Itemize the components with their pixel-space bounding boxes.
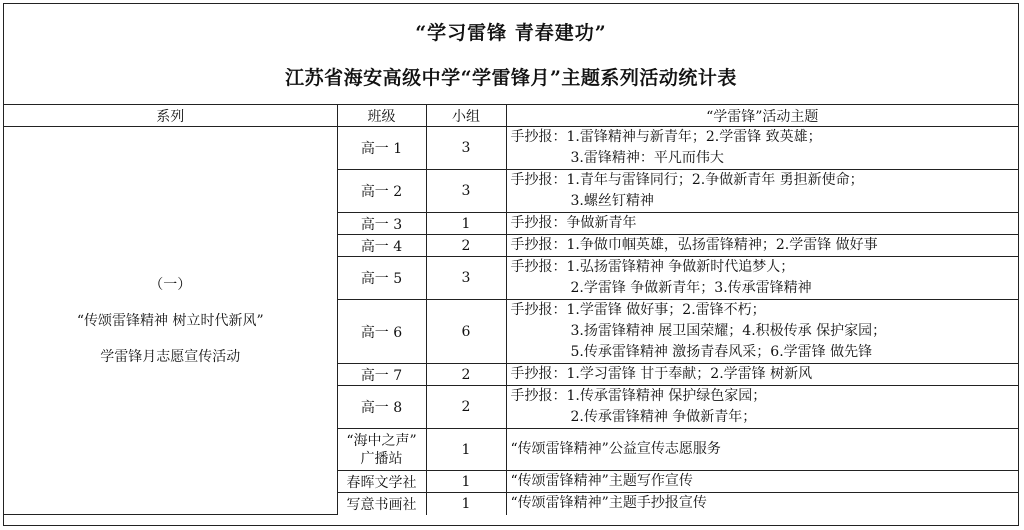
theme-line: “传颂雷锋精神”主题写作宣传 (510, 473, 693, 489)
theme-cell (506, 364, 1018, 386)
class-cell: 高一 2 (337, 170, 426, 213)
theme-line: 手抄报：1.学雷锋 做好事；2.雷锋不朽； (510, 302, 766, 318)
theme-cell (506, 235, 1018, 257)
theme-line: 3.雷锋精神：平凡而伟大 (570, 150, 724, 166)
class-cell: 高一 5 (337, 257, 426, 300)
group-cell: 3 (426, 257, 506, 300)
theme-cell (506, 471, 1018, 493)
class-cell: 春晖文学社 (337, 471, 426, 493)
title-block (4, 4, 1018, 105)
class-cell (337, 429, 426, 471)
theme-line: 手抄报：1.弘扬雷锋精神 争做新时代追梦人； (510, 259, 795, 275)
theme-line: 2.学雷锋 争做新青年；3.传承雷锋精神 (570, 280, 812, 296)
group-cell: 1 (426, 471, 506, 493)
theme-line: 手抄报：1.青年与雷锋同行；2.争做新青年 勇担新使命； (510, 172, 864, 188)
header-theme: “学雷锋”活动主题 (506, 105, 1018, 127)
group-cell: 1 (426, 429, 506, 471)
group-cell: 3 (426, 127, 506, 170)
theme-line: 2.传承雷锋精神 争做新青年； (570, 409, 757, 425)
theme-line: 3.螺丝钉精神 (570, 193, 654, 209)
theme-cell (506, 493, 1018, 515)
theme-cell (506, 257, 1018, 300)
header-row (4, 105, 1018, 127)
theme-line: 手抄报：1.传承雷锋精神 保护绿色家园； (510, 388, 767, 404)
table-title: 江苏省海安高级中学“学雷锋月”主题系列活动统计表 (285, 67, 737, 89)
header-group: 小组 (426, 105, 506, 127)
theme-line: “传颂雷锋精神”公益宣传志愿服务 (510, 441, 721, 457)
header-class: 班级 (337, 105, 426, 127)
class-cell: 高一 7 (337, 364, 426, 386)
theme-cell (506, 213, 1018, 235)
statistics-table (4, 105, 1018, 515)
theme-cell (506, 429, 1018, 471)
group-cell: 6 (426, 300, 506, 364)
theme-line: 3.扬雷锋精神 展卫国荣耀；4.积极传承 保护家园； (570, 323, 887, 339)
group-cell: 2 (426, 386, 506, 429)
theme-line: 手抄报：1.争做巾帼英雄，弘扬雷锋精神；2.学雷锋 做好事 (510, 237, 878, 253)
theme-cell (506, 300, 1018, 364)
table-row (4, 127, 1018, 170)
theme-line: 手抄报：1.学习雷锋 甘于奉献；2.学雷锋 树新风 (510, 366, 813, 382)
group-cell: 2 (426, 235, 506, 257)
theme-line: 手抄报：争做新青年 (510, 215, 637, 231)
class-line: 广播站 (360, 450, 403, 467)
theme-line: 手抄报：1.雷锋精神与新青年；2.学雷锋 致英雄； (510, 129, 822, 145)
class-cell: 高一 8 (337, 386, 426, 429)
header-series: 系列 (4, 105, 337, 127)
group-cell: 3 (426, 170, 506, 213)
class-cell: 高一 1 (337, 127, 426, 170)
group-cell: 1 (426, 213, 506, 235)
class-line: “海中之声” (346, 432, 417, 449)
theme-cell (506, 386, 1018, 429)
theme-cell (506, 170, 1018, 213)
theme-line: “传颂雷锋精神”主题手抄报宣传 (510, 495, 707, 512)
group-cell: 2 (426, 364, 506, 386)
theme-cell (506, 127, 1018, 170)
class-cell: 高一 4 (337, 235, 426, 257)
series-desc: 学雷锋月志愿宣传活动 (100, 348, 241, 365)
series-name: “传颂雷锋精神 树立时代新风” (76, 312, 264, 329)
class-cell: 高一 3 (337, 213, 426, 235)
class-cell: 高一 6 (337, 300, 426, 364)
group-cell: 1 (426, 493, 506, 515)
series-number: （一） (149, 276, 192, 293)
series-cell (4, 127, 337, 515)
activity-table-sheet (3, 3, 1019, 526)
theme-line: 5.传承雷锋精神 激扬青春风采；6.学雷锋 做先锋 (570, 344, 873, 360)
class-cell: 写意书画社 (337, 493, 426, 515)
title-slogan: “学习雷锋 青春建功” (415, 22, 607, 44)
